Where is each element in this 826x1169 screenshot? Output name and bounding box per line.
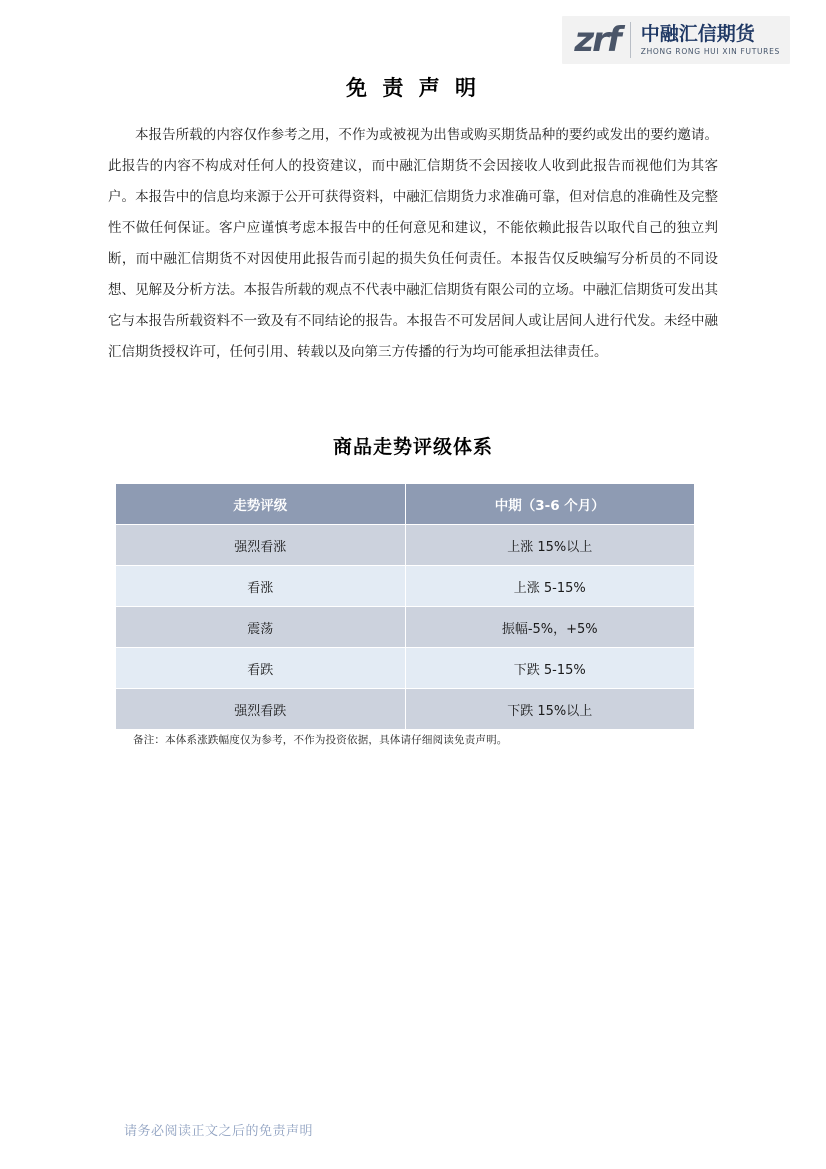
table-row: [116, 689, 695, 730]
table-cell-rating: 看跌: [116, 648, 406, 689]
logo-company-en: ZHONG RONG HUI XIN FUTURES: [640, 46, 780, 56]
table-header-cell: 中期（3-6 个月）: [405, 484, 695, 525]
table-cell-range: 振幅-5%，+5%: [405, 607, 695, 648]
table-cell-rating: 强烈看涨: [116, 525, 406, 566]
page-footer: 请务必阅读正文之后的免责声明: [124, 1124, 314, 1139]
table-cell-rating: 震荡: [116, 607, 406, 648]
table-header-row: [116, 484, 695, 525]
rating-table: [115, 483, 695, 730]
section-title: 商品走势评级体系: [332, 436, 493, 458]
table-row: [116, 607, 695, 648]
company-logo: [562, 16, 790, 64]
disclaimer-paragraph: 本报告所载的内容仅作参考之用，不作为或被视为出售或购买期货品种的要约或发出的要约邀请。此报告的内容不构成对任何人的投资建议，而中融汇信期货不会因接收人收到此报告而视他们为其客户。本报告中的信息均来源于公开可获得资料，中融汇信期货力求准确可靠，但对信息的准确性及完整性不做任何保证。客户应谨慎考虑本报告中的任何意见和建议，不能依赖此报告以取代自己的独立判断，而中融汇信期货不对因使用此报告而引起的损失负任何责任。本报告仅反映编写分析员的不同设想、见解及分析方法。本报告所载的观点不代表中融汇信期货有限公司的立场。中融汇信期货可发出其它与本报告所载资料不一致及有不同结论的报告。本报告不可发居间人或让居间人进行代发。未经中融汇信期货授权许可，任何引用、转载以及向第三方传播的行为均可能承担法律责任。: [108, 127, 718, 360]
table-row: [116, 566, 695, 607]
table-cell-range: 上涨 15%以上: [405, 525, 695, 566]
table-cell-range: 下跌 15%以上: [405, 689, 695, 730]
table-header-cell: 走势评级: [116, 484, 406, 525]
table-cell-range: 下跌 5-15%: [405, 648, 695, 689]
table-cell-range: 上涨 5-15%: [405, 566, 695, 607]
table-cell-rating: 看涨: [116, 566, 406, 607]
table-note: 备注：本体系涨跌幅度仅为参考，不作为投资依据，具体请仔细阅读免责声明。: [133, 734, 508, 746]
page-title: 免 责 声 明: [346, 76, 480, 100]
table-cell-rating: 强烈看跌: [116, 689, 406, 730]
logo-mark-icon: zrf: [574, 20, 620, 60]
logo-company-cn: 中融汇信期货: [640, 22, 755, 45]
logo-text: [641, 24, 780, 56]
table-row: [116, 648, 695, 689]
logo-divider: [630, 22, 631, 58]
table-row: [116, 525, 695, 566]
